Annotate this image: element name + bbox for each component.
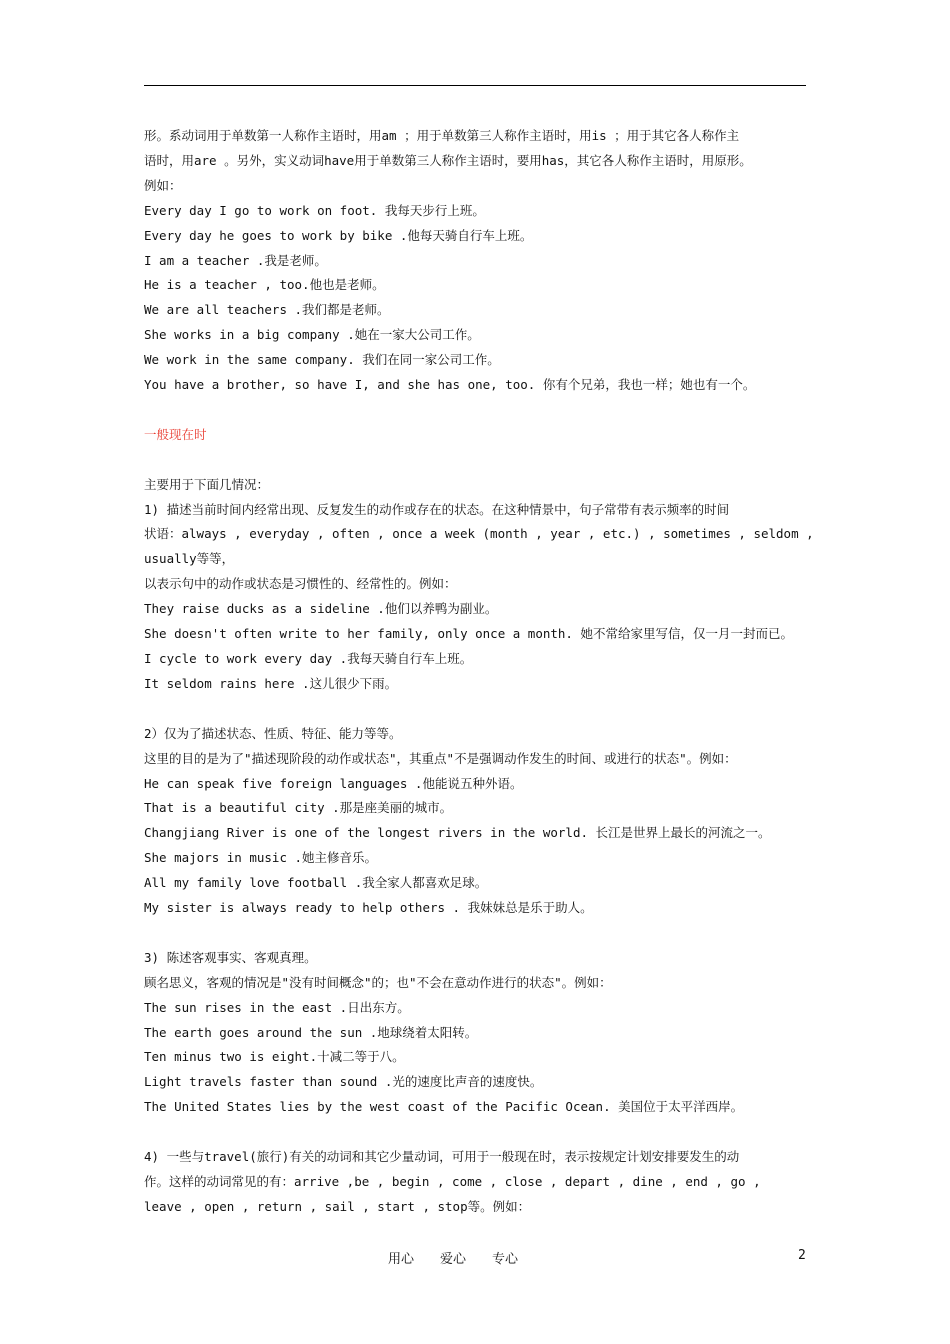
example-line: My sister is always ready to help others . 我妹妹总是乐于助人。 bbox=[144, 900, 593, 916]
text-line: 状语：always , everyday , often , once a week (month , year , etc.) , sometimes , seldom , bbox=[144, 526, 814, 542]
example-line: Changjiang River is one of the longest rivers in the world. 长江是世界上最长的河流之一。 bbox=[144, 825, 771, 841]
example-line: He is a teacher , too.他也是老师。 bbox=[144, 277, 385, 293]
usage-title: 2）仅为了描述状态、性质、特征、能力等等。 bbox=[144, 725, 402, 741]
usage-title: 3) 陈述客观事实、客观真理。 bbox=[144, 949, 317, 965]
example-line: Every day I go to work on foot. 我每天步行上班。 bbox=[144, 202, 485, 218]
text-line: 以表示句中的动作或状态是习惯性的、经常性的。例如： bbox=[144, 576, 457, 592]
text-line: leave , open , return , sail , start , stop等。例如： bbox=[144, 1198, 531, 1214]
text-line: 顾名思义，客观的情况是"没有时间概念"的；也"不会在意动作进行的状态"。例如： bbox=[144, 974, 612, 990]
example-line: She majors in music .她主修音乐。 bbox=[144, 850, 378, 866]
text-line: 形。系动词用于单数第一人称作主语时，用am ；用于单数第三人称作主语时，用is ；用于其它各人称作主 bbox=[144, 128, 740, 143]
text-line: 作。这样的动词常见的有：arrive ,be , begin , come , close , depart , dine , end , go , bbox=[144, 1173, 761, 1189]
example-line: The United States lies by the west coast of the Pacific Ocean. 美国位于太平洋西岸。 bbox=[144, 1099, 744, 1115]
section-heading: 一般现在时 bbox=[144, 426, 207, 442]
top-paragraph bbox=[144, 124, 816, 398]
usage-2 bbox=[144, 722, 816, 921]
example-line: She doesn't often write to her family, only once a month. 她不常给家里写信，仅一月一封而已。 bbox=[144, 626, 793, 642]
example-line: You have a brother, so have I, and she has one, too. 你有个兄弟，我也一样；她也有一个。 bbox=[144, 377, 756, 393]
usage-3 bbox=[144, 946, 816, 1120]
footer-motto bbox=[388, 1248, 544, 1267]
text-line: usually等等， bbox=[144, 551, 235, 567]
example-line: We work in the same company. 我们在同一家公司工作。 bbox=[144, 352, 500, 368]
example-line: Every day he goes to work by bike .他每天骑自行车上班。 bbox=[144, 227, 533, 243]
motto-word: 爱心 bbox=[440, 1252, 467, 1267]
example-line: He can speak five foreign languages .他能说五种外语。 bbox=[144, 775, 523, 791]
example-line: The sun rises in the east .日出东方。 bbox=[144, 999, 410, 1015]
text-line: 这里的目的是为了"描述现阶段的动作或状态"，其重点"不是强调动作发生的时间、或进行的状态"。例如： bbox=[144, 750, 737, 766]
example-line: Ten minus two is eight.十减二等于八。 bbox=[144, 1049, 405, 1065]
example-line: I am a teacher .我是老师。 bbox=[144, 252, 327, 268]
example-line: We are all teachers .我们都是老师。 bbox=[144, 302, 390, 318]
example-line: I cycle to work every day .我每天骑自行车上班。 bbox=[144, 651, 473, 666]
example-line: It seldom rains here .这儿很少下雨。 bbox=[144, 675, 398, 691]
document-body bbox=[144, 124, 816, 1220]
motto-word: 专心 bbox=[492, 1252, 519, 1267]
usage-title: 1) 描述当前时间内经常出现、反复发生的动作或存在的状态。在这种情景中，句子常带有表示频率的时间 bbox=[144, 501, 730, 517]
example-line: Light travels faster than sound .光的速度比声音的速度快。 bbox=[144, 1074, 543, 1090]
text-line: 语时，用are 。另外，实义动词have用于单数第三人称作主语时，要用has，其它各人称作主语时，用原形。 bbox=[144, 152, 752, 168]
motto-word: 用心 bbox=[388, 1252, 415, 1267]
example-line: That is a beautiful city .那是座美丽的城市。 bbox=[144, 800, 453, 816]
usage-title: 4) 一些与travel(旅行)有关的动词和其它少量动词，可用于一般现在时，表示按规定计划安排要发生的动 bbox=[144, 1149, 740, 1165]
usage-1 bbox=[144, 498, 816, 697]
page-number: 2 bbox=[798, 1248, 806, 1263]
text-line: 例如： bbox=[144, 177, 182, 193]
example-line: They raise ducks as a sideline .他们以养鸭为副业。 bbox=[144, 601, 498, 617]
example-line: She works in a big company .她在一家大公司工作。 bbox=[144, 327, 480, 343]
example-line: All my family love football .我全家人都喜欢足球。 bbox=[144, 875, 488, 891]
header-rule bbox=[144, 85, 806, 86]
section-intro: 主要用于下面几情况： bbox=[144, 476, 270, 492]
usage-4 bbox=[144, 1145, 816, 1220]
example-line: The earth goes around the sun .地球绕着太阳转。 bbox=[144, 1024, 478, 1040]
